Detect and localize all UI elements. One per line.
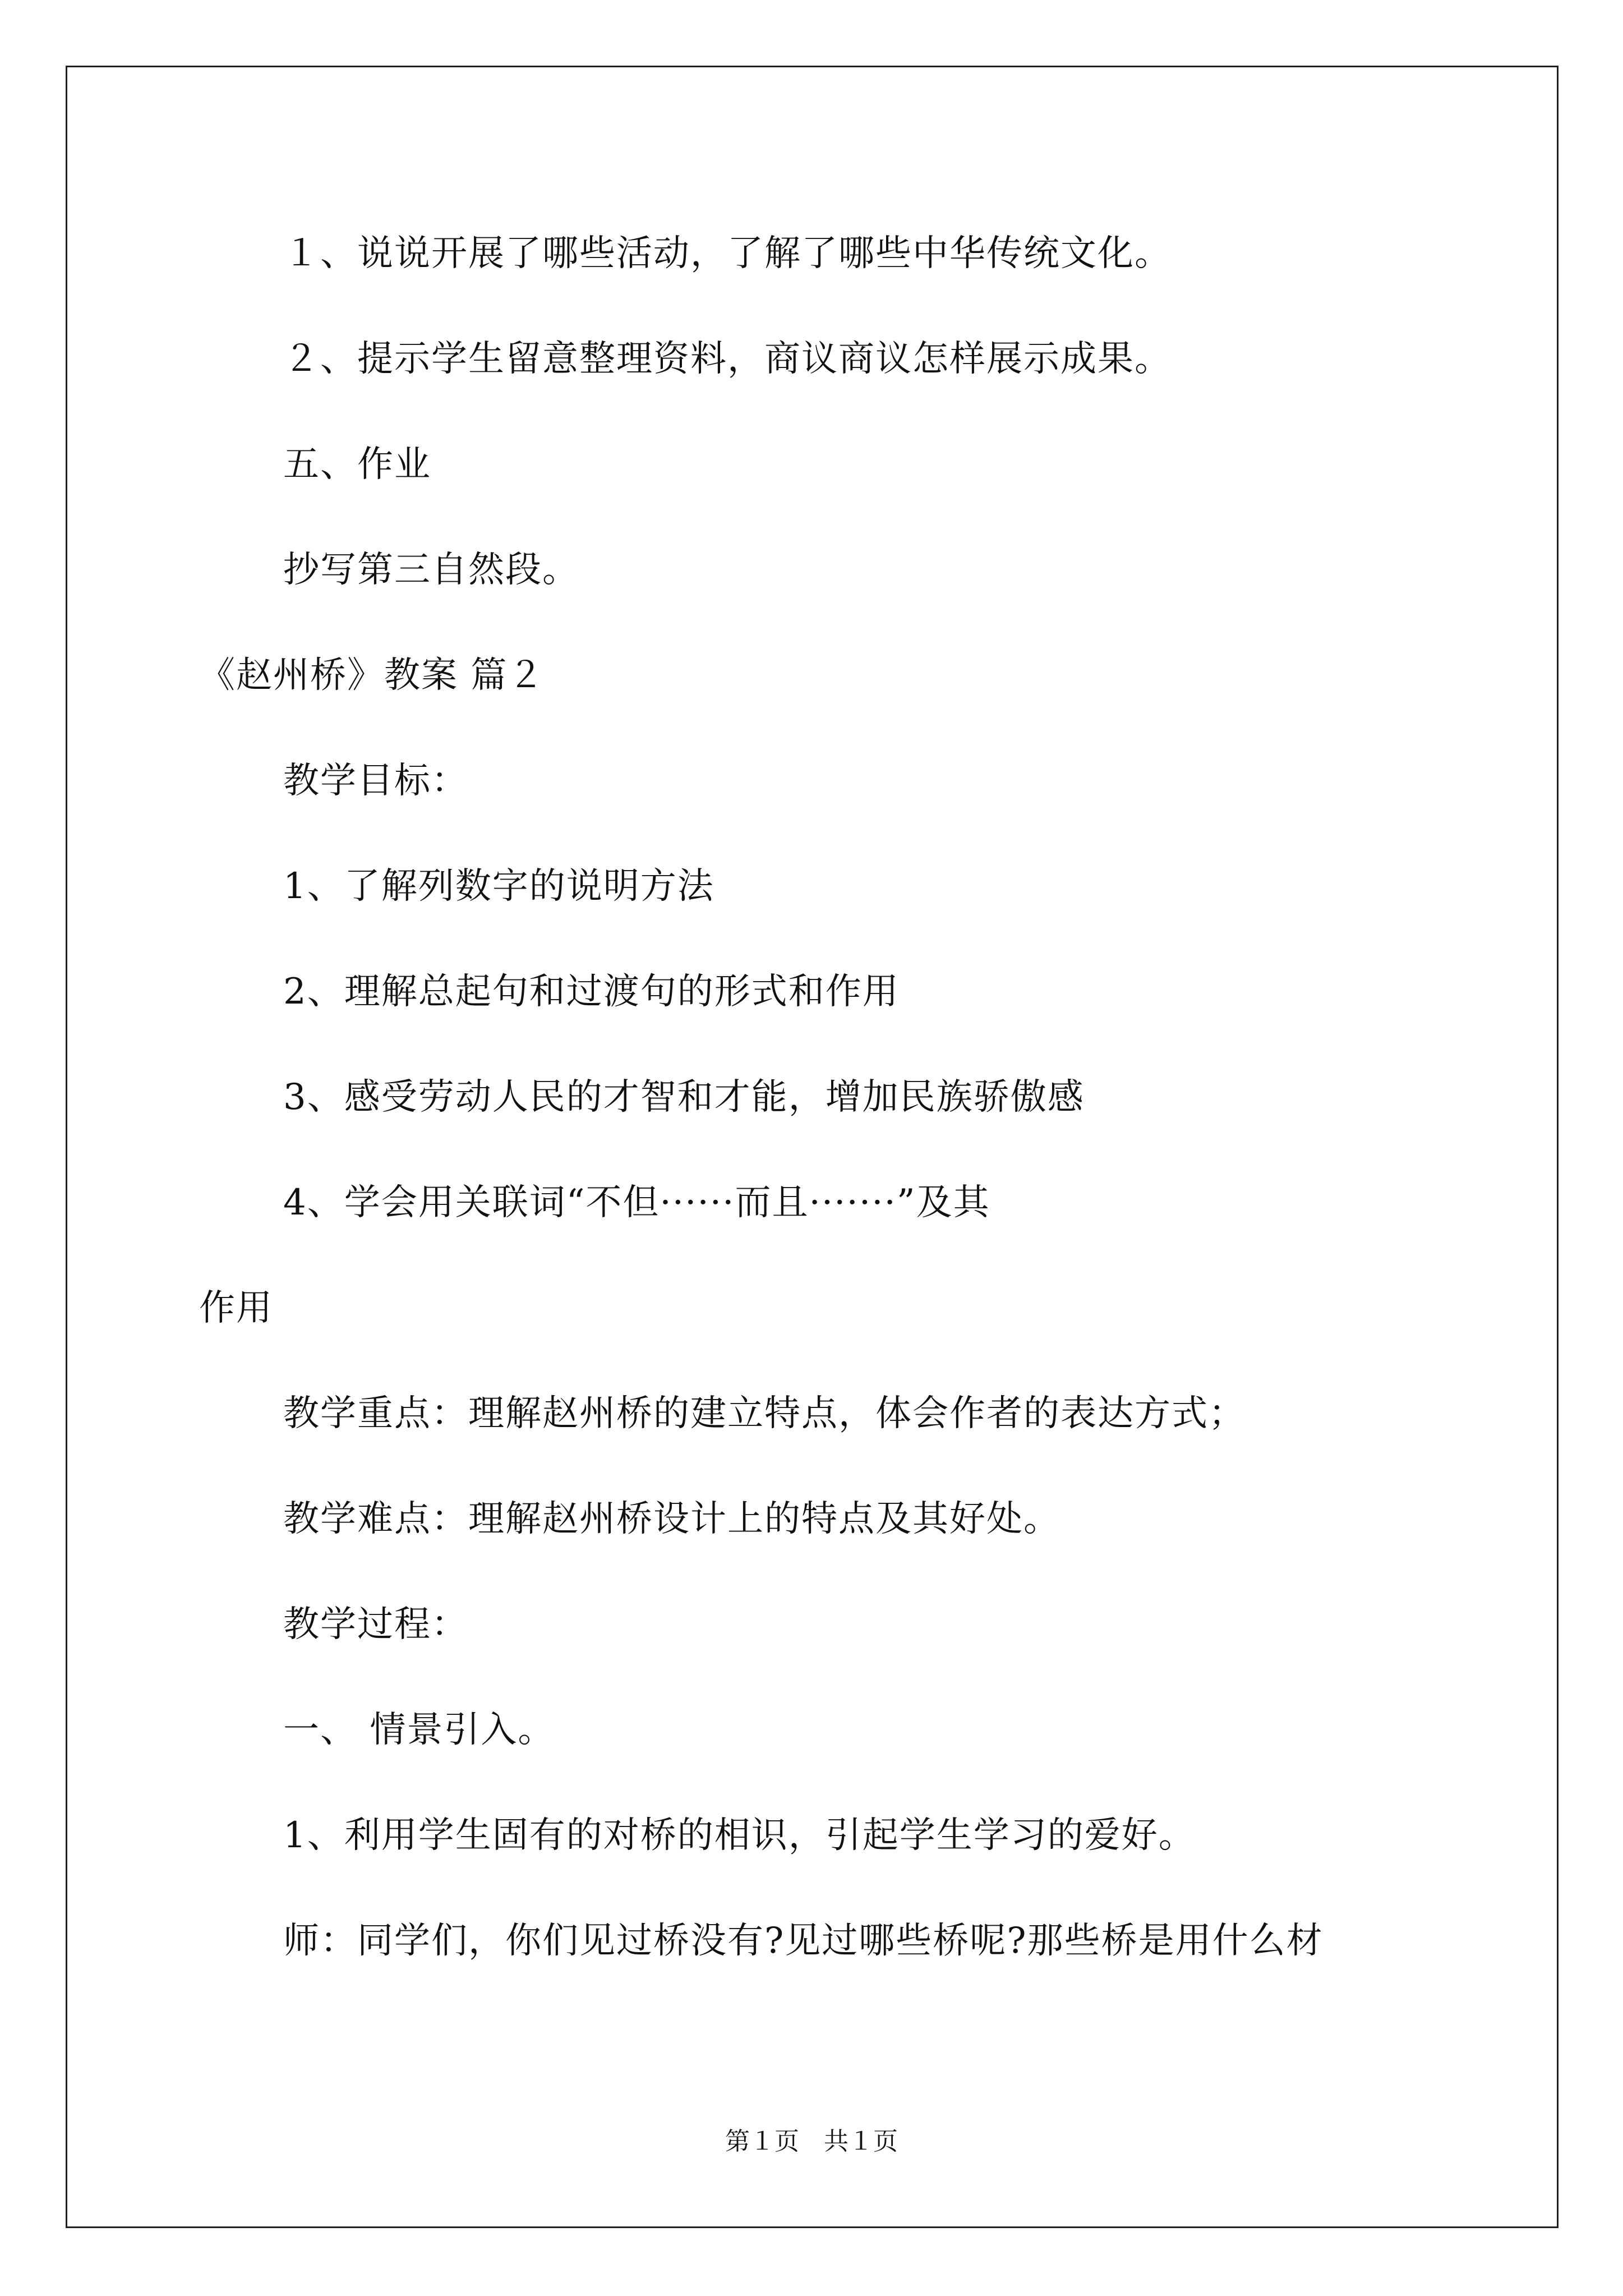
text-line-1: １、说说开展了哪些活动，了解了哪些中华传统文化。: [283, 233, 1172, 274]
objective-item-2: 2、理解总起句和过渡句的形式和作用: [283, 971, 900, 1013]
process-step-1: 一、 情景引入。: [283, 1709, 555, 1751]
text-line-homework: 抄写第三自然段。: [283, 549, 579, 591]
objective-item-4: 4、学会用关联词“不但······而且·······”及其: [283, 1182, 990, 1223]
article-title: 《赵州桥》教案 篇２: [199, 655, 545, 696]
page-border: [66, 66, 1559, 2228]
page-number-footer: 第１页 共１页: [725, 2127, 898, 2156]
teaching-difficulty: 教学难点：理解赵州桥设计上的特点及其好处。: [283, 1498, 1061, 1540]
section-heading-objectives: 教学目标：: [283, 760, 468, 802]
teaching-focus: 教学重点：理解赵州桥的建立特点，体会作者的表达方式；: [283, 1393, 1246, 1434]
teacher-dialogue: 师：同学们，你们见过桥没有?见过哪些桥呢?那些桥是用什么材: [283, 1920, 1324, 1962]
objective-item-1: 1、了解列数字的说明方法: [283, 866, 714, 907]
section-heading-process: 教学过程：: [283, 1604, 468, 1645]
section-heading-homework: 五、作业: [283, 444, 431, 485]
text-line-2: ２、提示学生留意整理资料，商议商议怎样展示成果。: [283, 338, 1172, 380]
objective-item-3: 3、感受劳动人民的才智和才能，增加民族骄傲感: [283, 1076, 1085, 1118]
process-substep-1: 1、利用学生固有的对桥的相识，引起学生学习的爱好。: [283, 1815, 1196, 1856]
objective-item-4-continued: 作用: [199, 1287, 273, 1329]
